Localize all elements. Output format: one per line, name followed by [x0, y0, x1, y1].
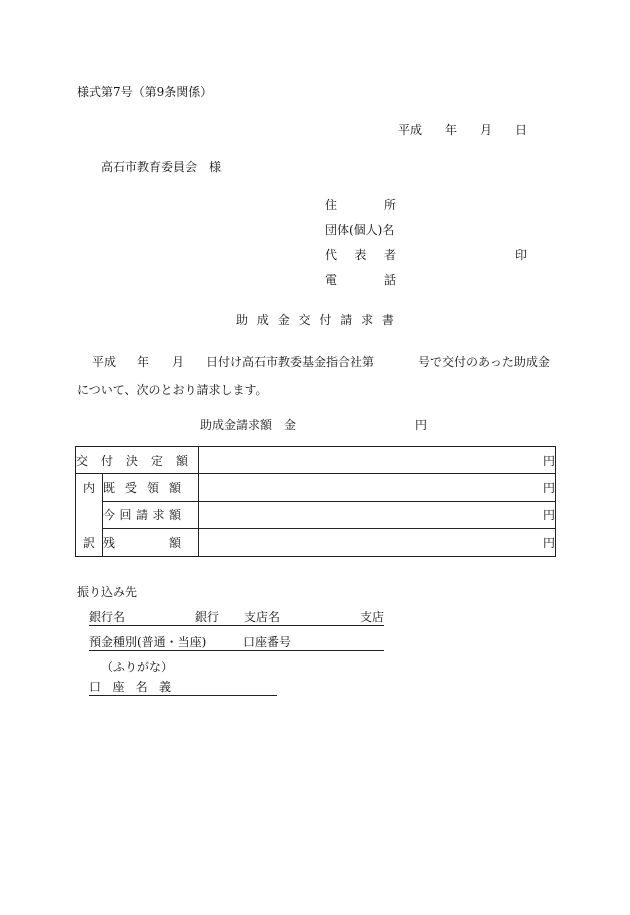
branch-suffix: 支店 — [360, 610, 385, 624]
request-amount-unit: 円 — [415, 418, 428, 432]
bank-heading: 振り込み先 — [77, 585, 138, 599]
account-holder-line[interactable] — [89, 681, 277, 696]
grant-decision-amount-label: 交 付 決 定 額 — [76, 447, 199, 474]
remaining-label: 残 額 — [103, 529, 199, 557]
body-request-sentence: について、次のとおり請求します。 — [77, 383, 268, 397]
request-amount-label: 助成金請求額 金 — [200, 418, 297, 432]
table-row — [76, 501, 556, 529]
phone-label: 電 話 — [325, 273, 396, 287]
bank-suffix: 銀行 — [195, 610, 220, 624]
branch-name-label: 支店名 — [244, 610, 281, 624]
account-holder-label: 口 座 名 義 — [89, 680, 171, 694]
addressee: 高石市教育委員会 様 — [101, 160, 222, 174]
account-line[interactable] — [89, 636, 384, 651]
address-label: 住 所 — [325, 198, 396, 212]
table-row — [76, 474, 556, 502]
date-month: 月 — [480, 123, 493, 137]
date-year: 年 — [445, 123, 458, 137]
bank-branch-line[interactable] — [89, 611, 384, 626]
remaining-field[interactable]: 円 — [199, 529, 556, 557]
body-year: 年 — [137, 355, 150, 369]
already-received-field[interactable]: 円 — [199, 474, 556, 502]
account-number-label: 口座番号 — [243, 635, 292, 649]
seal-mark: 印 — [515, 248, 528, 262]
breakdown-label: 内 訳 — [76, 474, 103, 557]
bank-name-label: 銀行名 — [89, 610, 126, 624]
grant-decision-amount-field[interactable]: 円 — [199, 447, 556, 474]
body-month: 月 — [172, 355, 185, 369]
amount-table — [75, 446, 556, 557]
representative-label: 代 表 者 — [325, 248, 396, 262]
group-name-label: 団体(個人)名 — [325, 223, 395, 237]
table-row — [76, 447, 556, 474]
form-number: 様式第7号（第9条関係） — [77, 85, 213, 99]
body-grant: 号で交付のあった助成金 — [418, 355, 550, 369]
date-day: 日 — [515, 123, 528, 137]
current-request-field[interactable]: 円 — [199, 501, 556, 529]
body-reference: 日付け高石市教委基金指合社第 — [206, 355, 375, 369]
date-era: 平成 — [398, 123, 423, 137]
already-received-label: 既 受 領 額 — [103, 474, 199, 502]
table-row — [76, 529, 556, 557]
document-title: 助 成 金 交 付 請 求 書 — [236, 313, 394, 327]
current-request-label: 今 回 請 求 額 — [103, 501, 199, 529]
body-era: 平成 — [92, 355, 117, 369]
furigana-label: （ふりがな） — [101, 660, 174, 674]
deposit-type-label: 預金種別(普通・当座) — [89, 635, 207, 649]
